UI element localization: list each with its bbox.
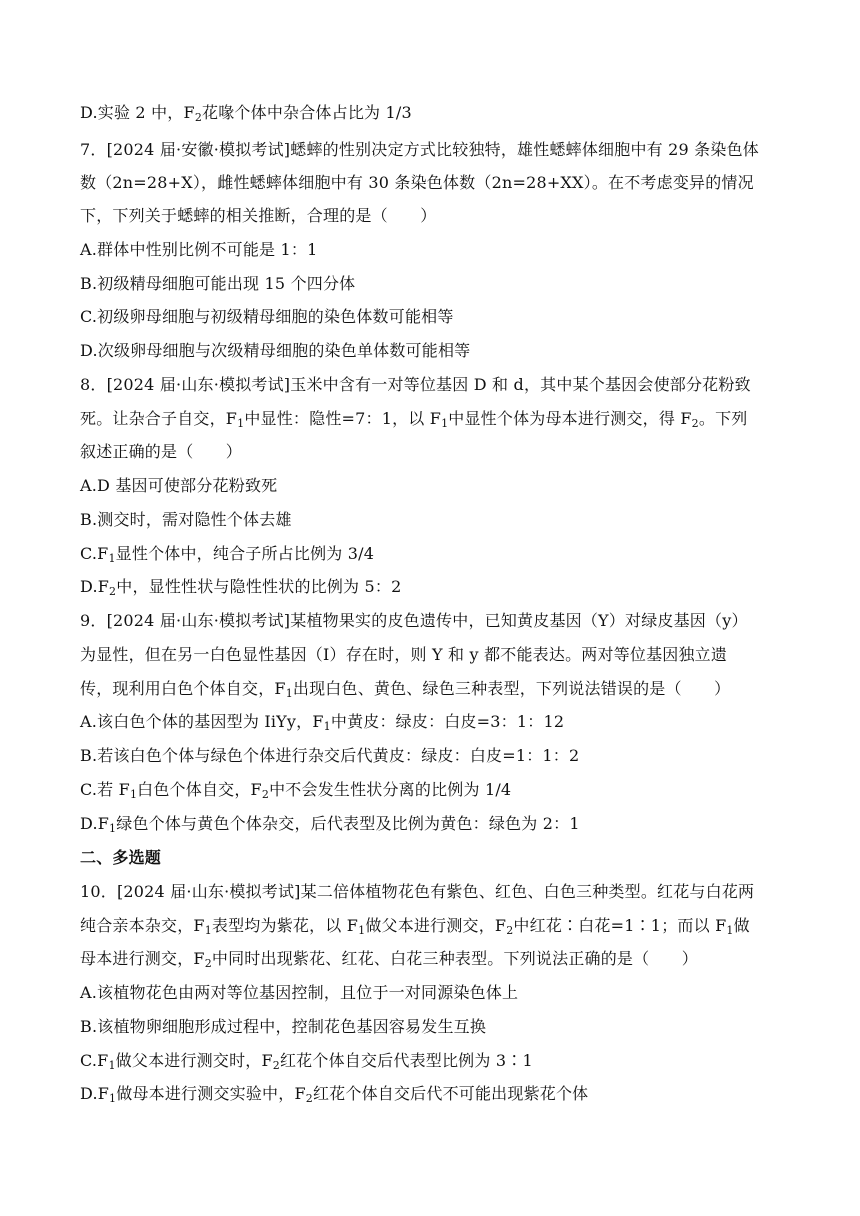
text-run: 红花个体自交后代不可能出现紫花个体 <box>312 1084 589 1103</box>
option-9d <box>80 814 580 834</box>
text-run: D.F <box>80 577 110 596</box>
subscript: 1 <box>109 822 117 835</box>
text-run: 8．[2024 届·山东·模拟考试]玉米中含有一对等位基因 D 和 d，其中某个基因会使部分花粉致 <box>80 375 751 394</box>
text-run: 下，下列关于蟋蟀的相关推断，合理的是（ ） <box>80 206 437 225</box>
text-run: 叙述正确的是（ ） <box>80 442 243 461</box>
subscript: 2 <box>261 788 270 801</box>
text-run: D.次级卵母细胞与次级精母细胞的染色单体数可能相等 <box>80 341 471 360</box>
option-7b <box>80 274 355 294</box>
option-8d <box>80 577 402 597</box>
text-run: A.群体中性别比例不可能是 1：1 <box>80 240 318 259</box>
subscript: 2 <box>305 1092 313 1105</box>
text-run: 中显性：隐性=7：1，以 F <box>244 409 442 428</box>
text-run: 中红花∶白花=1∶1；而以 F <box>513 916 727 935</box>
text-run: A.D 基因可使部分花粉致死 <box>80 476 278 495</box>
subscript: 2 <box>691 417 699 430</box>
option-10a <box>80 983 518 1003</box>
text-run: 做母本进行测交实验中，F <box>116 1084 306 1103</box>
option-9a <box>80 712 564 732</box>
text-run: 传，现利用白色个体自交，F <box>80 679 286 698</box>
text-run: B.该植物卵细胞形成过程中，控制花色基因容易发生互换 <box>80 1017 487 1036</box>
text-run: 白色个体自交，F <box>137 780 262 799</box>
text-run: C.初级卵母细胞与初级精母细胞的染色体数可能相等 <box>80 307 454 326</box>
text-run: 中同时出现紫花、红花、白花三种表型。下列说法正确的是（ ） <box>211 949 698 968</box>
text-run: 显性个体中，纯合子所占比例为 3/4 <box>115 544 375 563</box>
question-10-line-3 <box>80 949 698 969</box>
subscript: 1 <box>129 788 138 801</box>
text-run: 红花个体自交后代表型比例为 3∶1 <box>279 1051 533 1070</box>
subscript: 2 <box>272 1059 280 1072</box>
text-run: 中，显性性状与隐性性状的比例为 5：2 <box>116 577 402 596</box>
text-run: C.F <box>80 544 109 563</box>
text-run: 出现白色、黄色、绿色三种表型，下列说法错误的是（ ） <box>292 679 731 698</box>
text-run: B.若该白色个体与绿色个体进行杂交后代黄皮：绿皮：白皮=1：1：2 <box>80 746 580 765</box>
option-7d <box>80 341 470 361</box>
text-run: 绿色个体与黄色个体杂交，后代表型及比例为黄色：绿色为 2：1 <box>116 814 580 833</box>
question-9-line-3 <box>80 679 730 699</box>
question-9-line-2 <box>80 645 727 665</box>
question-8-line-2 <box>80 409 747 429</box>
option-10d <box>80 1084 588 1104</box>
subscript: 2 <box>194 111 203 124</box>
option-9c <box>80 780 511 800</box>
text-run: C.若 F <box>80 780 130 799</box>
text-run: D.实验 2 中，F <box>80 103 195 122</box>
option-7a <box>80 240 318 260</box>
section-heading-multiple-choice <box>80 848 161 868</box>
question-7-line-3 <box>80 206 436 226</box>
text-run: 花喙个体中杂合体占比为 1/3 <box>202 103 412 122</box>
subscript: 1 <box>109 1092 117 1105</box>
text-run: 。下列 <box>698 409 748 428</box>
question-8-line-3 <box>80 442 242 462</box>
subscript: 1 <box>108 1059 116 1072</box>
question-8-line-1 <box>80 375 751 395</box>
text-run: 为显性，但在另一白色显性基因（I）存在时，则 Y 和 y 都不能表达。两对等位基因独立遗 <box>80 645 728 664</box>
text-run: 死。让杂合子自交，F <box>80 409 238 428</box>
question-7-line-2 <box>80 173 754 193</box>
question-10-line-2 <box>80 916 750 936</box>
subscript: 1 <box>285 687 293 700</box>
question-7-line-1 <box>80 140 759 160</box>
text-run: C.F <box>80 1051 109 1070</box>
text-run: 二、多选题 <box>80 848 162 867</box>
option-6d <box>80 103 412 123</box>
text-run: B.测交时，需对隐性个体去雄 <box>80 510 292 529</box>
subscript: 1 <box>237 417 245 430</box>
text-run: 母本进行测交，F <box>80 949 205 968</box>
option-8b <box>80 510 292 530</box>
option-8c <box>80 544 374 564</box>
subscript: 2 <box>204 957 212 970</box>
subscript: 2 <box>109 585 117 598</box>
text-run: 中黄皮：绿皮：白皮=3：1：12 <box>330 712 565 731</box>
option-8a <box>80 476 277 496</box>
question-10-line-1 <box>80 882 754 902</box>
text-run: D.F <box>80 814 110 833</box>
subscript: 1 <box>358 924 366 937</box>
subscript: 1 <box>441 417 449 430</box>
subscript: 1 <box>726 924 734 937</box>
text-run: 做父本进行测交时，F <box>115 1051 273 1070</box>
subscript: 2 <box>506 924 514 937</box>
option-10c <box>80 1051 533 1071</box>
option-9b <box>80 746 579 766</box>
question-9-line-1 <box>80 611 748 631</box>
text-run: A.该植物花色由两对等位基因控制，且位于一对同源染色体上 <box>80 983 519 1002</box>
text-run: B.初级精母细胞可能出现 15 个四分体 <box>80 274 356 293</box>
text-run: 数（2n=28+X），雌性蟋蟀体细胞中有 30 条染色体数（2n=28+XX）。在不考虑变异的情况 <box>80 173 754 192</box>
text-run: 表型均为紫花，以 F <box>211 916 359 935</box>
text-run: A.该白色个体的基因型为 IiYy，F <box>80 712 324 731</box>
text-run: 9．[2024 届·山东·模拟考试]某植物果实的皮色遗传中，已知黄皮基因（Y）对绿皮基因（y） <box>80 611 748 630</box>
subscript: 1 <box>204 924 212 937</box>
subscript: 1 <box>108 552 116 565</box>
option-10b <box>80 1017 486 1037</box>
text-run: 中不会发生性状分离的比例为 1/4 <box>269 780 512 799</box>
text-run: 7．[2024 届·安徽·模拟考试]蟋蟀的性别决定方式比较独特，雄性蟋蟀体细胞中有 29 条染色体 <box>80 140 759 159</box>
text-run: 中显性个体为母本进行测交，得 F <box>448 409 692 428</box>
text-run: 10．[2024 届·山东·模拟考试]某二倍体植物花色有紫色、红色、白色三种类型。红花与白花两 <box>80 882 755 901</box>
text-run: 做父本进行测交，F <box>365 916 507 935</box>
text-run: 做 <box>733 916 750 935</box>
text-run: 纯合亲本杂交，F <box>80 916 205 935</box>
subscript: 1 <box>323 720 331 733</box>
option-7c <box>80 307 454 327</box>
text-run: D.F <box>80 1084 110 1103</box>
